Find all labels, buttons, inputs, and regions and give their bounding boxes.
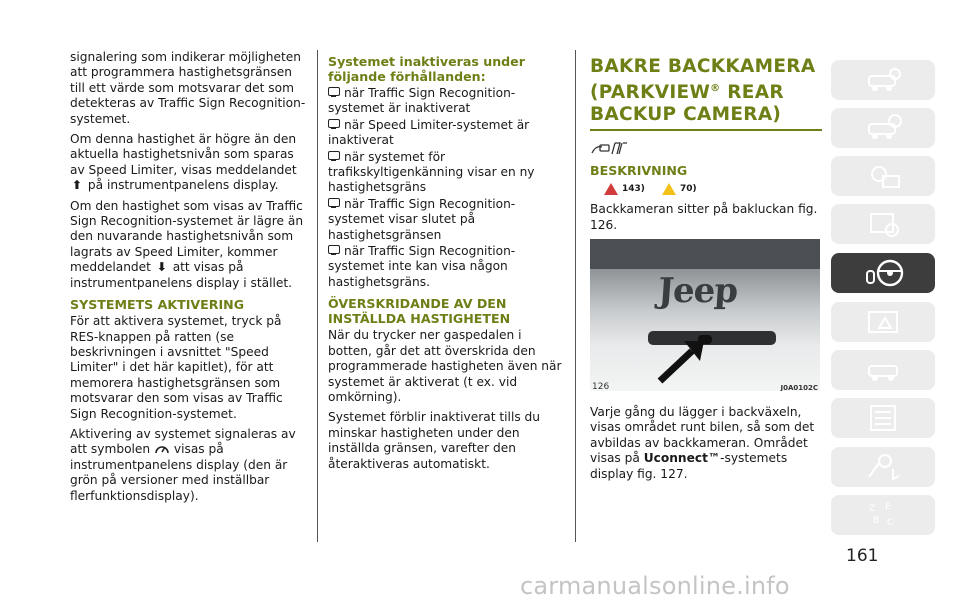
paragraph: För att aktivera systemet, tryck på RES-knappen på ratten (se beskrivningen i avsnittet "Speed Limiter" i det här kapitlet), för att memorera hastighetsgränsen som motsvarar den som visas av Traffic Sign Recognition-systemet. xyxy=(70,314,283,421)
registered-mark: ® xyxy=(710,83,721,94)
text: Varje gång du lägger i backväxeln, visas området runt bilen, så som det avbildas av backkameran. Området visas på xyxy=(590,404,815,466)
figure-caption-line xyxy=(590,391,822,405)
text: Om denna hastighet är högre än den aktuella hastighetsnivån som sparas av Speed Limiter, visas meddelandet xyxy=(70,132,297,177)
title-underline xyxy=(590,129,822,131)
text: att visas på instrumentpanelens display i stället. xyxy=(70,260,293,290)
steering-wheel-icon xyxy=(865,257,905,289)
list-item xyxy=(328,118,562,149)
column-divider xyxy=(575,50,576,542)
text: Om den hastighet som visas av Traffic Sign Recognition-systemet är lägre än den nuvarande hastighetsnivån som lagrats av Speed Limiter, kommer meddelandet xyxy=(70,198,304,275)
title-line: REAR xyxy=(720,82,784,104)
paragraph xyxy=(70,199,306,291)
title-line: BACKUP CAMERA) xyxy=(590,104,782,126)
tailgate-dark-top xyxy=(590,239,820,269)
car-info-icon xyxy=(865,112,905,144)
title-line: BAKRE BACKKAMERA xyxy=(590,56,816,77)
chapter-tab-multimedia[interactable] xyxy=(831,447,935,487)
text: visas på instrumentpanelens display (den är grön på versioner med inställbar flerfunktionsdisplay). xyxy=(70,442,288,503)
paragraph xyxy=(70,427,306,504)
paragraph: Systemet förblir inaktiverat tills du minskar hastigheten under den inställda gränsen, varefter den återaktiveras automatiskt. xyxy=(328,410,541,471)
bullet-icon xyxy=(328,245,340,254)
chapter-tab-technical[interactable] xyxy=(831,398,935,438)
svg-text:C: C xyxy=(887,518,894,528)
paragraph: signalering som indikerar möjligheten att programmera hastighetsgränsen till ett värde som motsvarar det som detekteras av Traffic Sign Recognition-systemet. xyxy=(70,50,306,126)
arrow-down-icon: ⬇ xyxy=(156,260,167,275)
text: på instrumentpanelens display. xyxy=(87,178,279,193)
arrow-up-icon: ⬆ xyxy=(71,178,83,193)
title-line: (PARKVIEW xyxy=(590,82,711,104)
chapter-title xyxy=(590,56,822,126)
car-search-icon xyxy=(865,64,905,96)
safety-icon xyxy=(865,208,905,240)
list-item-text: när Speed Limiter-systemet är inaktiverat xyxy=(328,117,530,148)
svg-text:Z: Z xyxy=(869,504,876,514)
figure-code: J0A0102C xyxy=(780,383,818,391)
page-number: 161 xyxy=(846,546,879,566)
list-item-text: när Traffic Sign Recognition-systemet visar slutet på hastighetsgränsen xyxy=(328,196,516,242)
paragraph: Backkameran sitter på bakluckan fig. 126. xyxy=(590,202,818,232)
column-middle xyxy=(328,50,562,477)
list-item xyxy=(328,197,562,243)
paragraph: När du trycker ner gaspedalen i botten, går det att överskrida den programmerade hastigheten även när systemet är aktiverat (t ex. vid omkörning). xyxy=(328,328,562,404)
column-left xyxy=(70,50,306,509)
multimedia-icon xyxy=(865,451,905,483)
chapter-tab-getting-to-know[interactable] xyxy=(831,60,935,100)
warning-ref xyxy=(604,183,645,195)
chapter-tab-warning-lights[interactable] xyxy=(831,156,935,196)
bullet-icon xyxy=(328,151,340,160)
index-icon xyxy=(865,499,905,531)
paragraph xyxy=(70,132,306,194)
bullet-icon xyxy=(328,198,340,207)
text: Aktivering av systemet signaleras av att symbolen xyxy=(70,426,296,457)
warning-light-icon xyxy=(865,160,905,192)
warning-references xyxy=(604,180,822,199)
text: -systemets display fig. 127. xyxy=(590,451,788,481)
caution-triangle-icon xyxy=(662,183,676,195)
chapter-tab-index[interactable] xyxy=(831,495,935,535)
section-heading: Systemet inaktiveras under följande förhållanden: xyxy=(328,54,525,84)
car-service-icon xyxy=(865,354,905,386)
warning-triangle-icon xyxy=(604,183,618,195)
svg-text:E: E xyxy=(885,502,891,512)
column-divider xyxy=(317,50,318,542)
speed-limiter-icon xyxy=(154,442,170,455)
list-item-text: när Traffic Sign Recognition-systemet är inaktiverat xyxy=(328,86,516,116)
bullet-icon xyxy=(328,119,340,128)
chapter-tab-instrument[interactable] xyxy=(831,108,935,148)
section-heading: BESKRIVNING xyxy=(590,163,688,179)
section-heading: ÖVERSKRIDANDE AV DEN INSTÄLLDA HASTIGHETEN xyxy=(328,296,511,327)
column-right xyxy=(590,50,822,487)
caution-ref-number: 70) xyxy=(680,184,697,195)
list-item xyxy=(328,244,562,290)
paragraph xyxy=(590,405,822,482)
list-item xyxy=(328,150,562,196)
watermark: carmanualsonline.info xyxy=(520,572,790,600)
figure-image xyxy=(590,239,820,391)
pointer-arrow-icon xyxy=(654,337,714,387)
svg-text:B: B xyxy=(873,516,880,526)
camera-icon xyxy=(590,137,822,163)
chapter-tab-safety[interactable] xyxy=(831,204,935,244)
list-item xyxy=(328,86,562,117)
figure-number: 126 xyxy=(592,381,610,391)
list-item-text: när Traffic Sign Recognition-systemet inte kan visa någon hastighetsgräns. xyxy=(328,244,516,289)
list-item-text: när systemet för trafikskyltigenkänning visar en ny hastighetsgräns xyxy=(328,149,535,195)
brand-text: Uconnect™ xyxy=(643,451,721,466)
emergency-icon xyxy=(865,306,905,338)
caution-ref xyxy=(662,183,697,195)
chapter-tab-starting-driving[interactable] xyxy=(831,253,935,293)
technical-data-icon xyxy=(865,402,905,434)
chapter-tab-service[interactable] xyxy=(831,350,935,390)
warning-ref-number: 143) xyxy=(622,184,645,195)
section-heading: SYSTEMETS AKTIVERING xyxy=(70,297,245,313)
jeep-logo: Jeep xyxy=(656,270,739,311)
chapter-tab-emergency[interactable] xyxy=(831,302,935,342)
bullet-icon xyxy=(328,87,340,96)
